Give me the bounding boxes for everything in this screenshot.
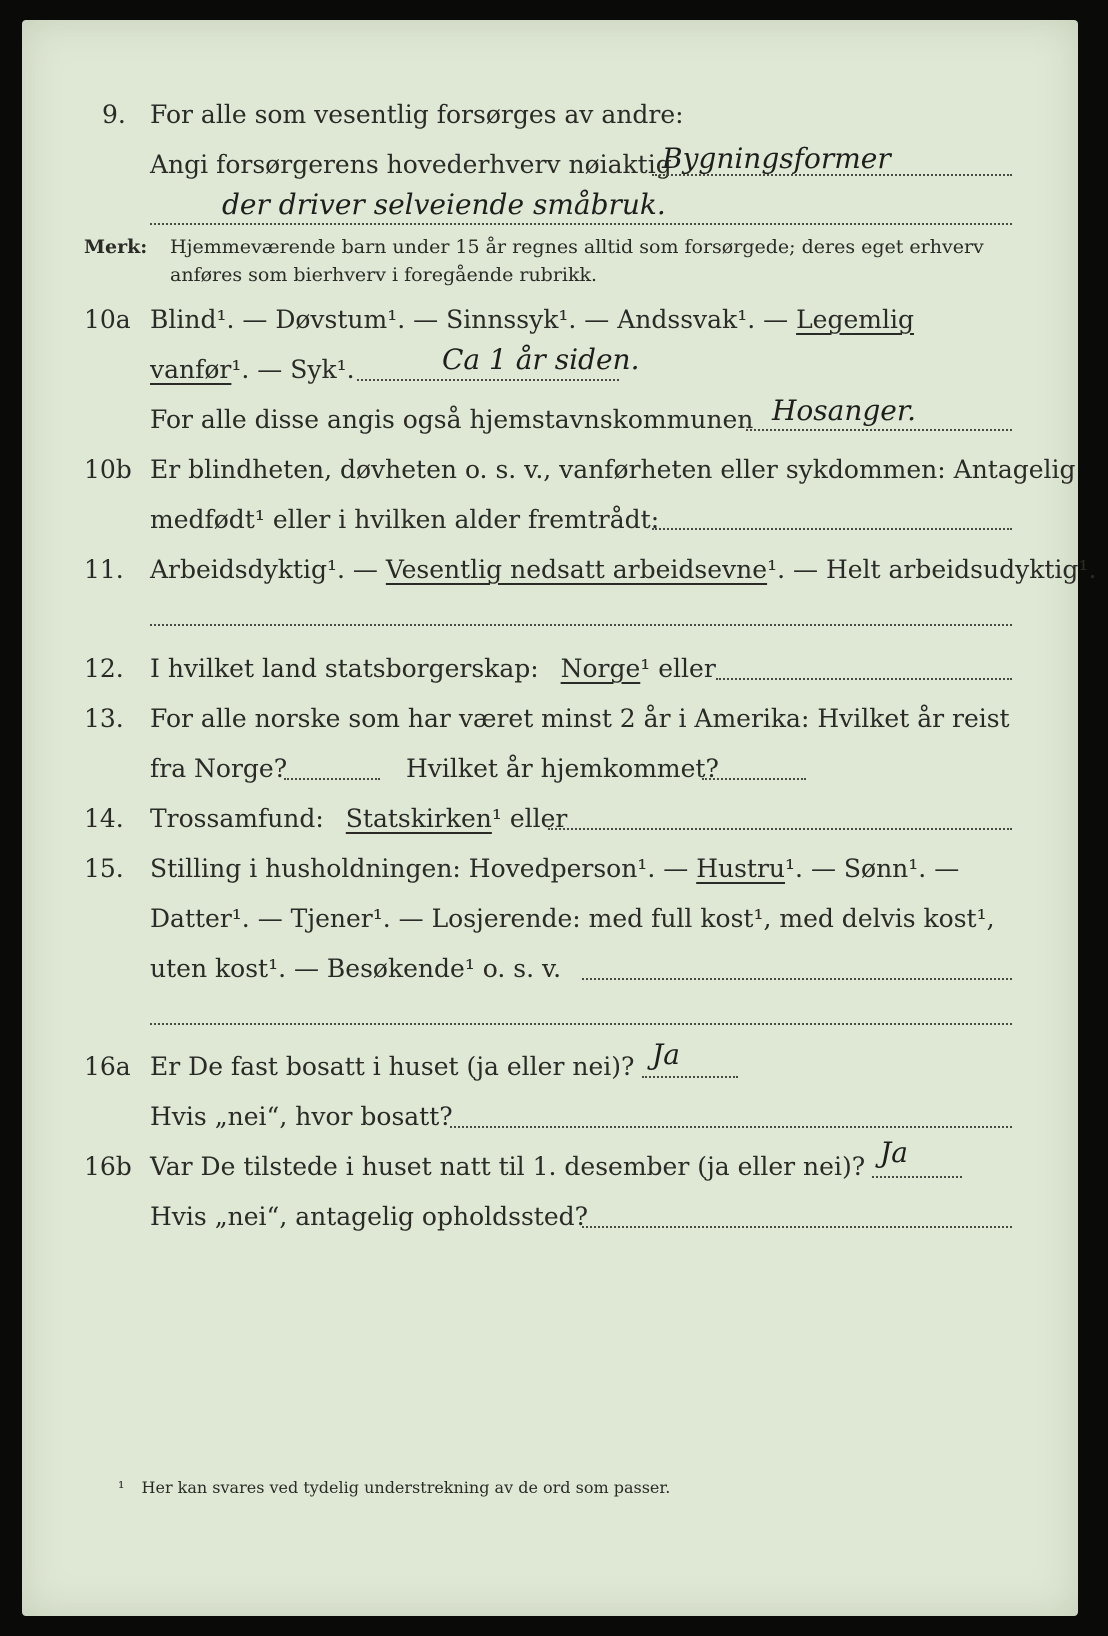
q15-hustru: Hustru xyxy=(696,854,786,883)
q16a-line2: Hvis „nei“, hvor bosatt? xyxy=(150,1102,453,1131)
q9-line1: For alle som vesentlig forsørges av andre: xyxy=(150,100,684,129)
q14-part1: Trossamfund: xyxy=(150,804,324,833)
q10a-answer-kommune[interactable]: Hosanger. xyxy=(772,394,917,427)
q11-part2: Vesentlig nedsatt arbeidsevne xyxy=(385,555,768,584)
q16b-answer[interactable]: Ja xyxy=(880,1136,908,1169)
q11-line xyxy=(150,555,1096,585)
q13-reist-line xyxy=(284,778,380,780)
q10a-answer-syk[interactable]: Ca 1 år siden. xyxy=(442,343,640,376)
q11-number: 11. xyxy=(84,555,124,584)
footnote-mark: ¹ xyxy=(118,1478,125,1497)
q10a-syk: ¹. — Syk¹. xyxy=(231,355,355,384)
q11-answer-line xyxy=(150,624,1012,626)
q10a-line1-text: Blind¹. — Døvstum¹. — Sinnssyk¹. — Andssvak¹. — xyxy=(150,305,789,334)
q16b-opholdssted-line xyxy=(582,1226,1012,1228)
q11-part1: Arbeidsdyktig¹. — xyxy=(150,555,378,584)
q16b-number: 16b xyxy=(84,1152,132,1181)
q12-number: 12. xyxy=(84,654,124,683)
q15-line3: uten kost¹. — Besøkende¹ o. s. v. xyxy=(150,954,562,983)
q10b-line1: Er blindheten, døvheten o. s. v., vanførheten eller sykdommen: Antagelig xyxy=(150,455,1076,484)
q13-line2a: fra Norge? xyxy=(150,754,288,783)
q10a-line3: For alle disse angis også hjemstavnskommunen xyxy=(150,405,754,434)
q14-number: 14. xyxy=(84,804,124,833)
q15-line1c: ¹. — Sønn¹. — xyxy=(785,854,960,883)
census-form-page xyxy=(22,20,1097,1616)
q10a-number: 10a xyxy=(84,305,131,334)
q16a-answer-line xyxy=(642,1076,738,1078)
q14-statskirken: Statskirken xyxy=(345,804,492,833)
q16b-line1: Var De tilstede i huset natt til 1. desember (ja eller nei)? xyxy=(150,1152,866,1181)
merk-line2: anføres som bierhverv i foregående rubrikk. xyxy=(170,264,598,286)
q12-line xyxy=(150,654,716,684)
q15-line1 xyxy=(150,854,959,884)
q13-hjem-line xyxy=(702,778,806,780)
q10b-number: 10b xyxy=(84,455,132,484)
q15-answer-line xyxy=(582,978,1012,980)
q10b-answer-line xyxy=(652,528,1012,530)
q10a-vanfor: vanfør xyxy=(150,355,232,384)
q16b-line2: Hvis „nei“, antagelig opholdssted? xyxy=(150,1202,589,1231)
footnote-text: Her kan svares ved tydelig understrekning av de ord som passer. xyxy=(141,1478,671,1497)
merk-label: Merk: xyxy=(84,236,148,258)
q16a-bosatt-line xyxy=(450,1126,1012,1128)
q10a-line1 xyxy=(150,305,914,335)
q12-part3: ¹ eller xyxy=(640,654,716,683)
q9-answer1[interactable]: Bygningsformer xyxy=(662,142,891,175)
q15-line1a: Stilling i husholdningen: Hovedperson¹. — xyxy=(150,854,689,883)
q14-line xyxy=(150,804,567,834)
q15-number: 15. xyxy=(84,854,124,883)
q10a-syk-line xyxy=(357,379,619,381)
q10a-legemlig: Legemlig xyxy=(796,305,914,334)
q9-answer2[interactable]: der driver selveiende småbruk. xyxy=(222,188,666,221)
q15-line2: Datter¹. — Tjener¹. — Losjerende: med full kost¹, med delvis kost¹, xyxy=(150,904,995,933)
q9-line2: Angi forsørgerens hovederhverv nøiaktig xyxy=(150,150,672,179)
footnote xyxy=(118,1478,670,1497)
q15-extra-line xyxy=(150,1023,1012,1025)
q12-answer-line xyxy=(716,678,1012,680)
q12-norge: Norge xyxy=(560,654,641,683)
q16a-line1: Er De fast bosatt i huset (ja eller nei)? xyxy=(150,1052,635,1081)
q16a-answer[interactable]: Ja xyxy=(652,1038,680,1071)
q10a-line2 xyxy=(150,355,355,385)
q16a-number: 16a xyxy=(84,1052,131,1081)
q14-answer-line xyxy=(548,828,1012,830)
q10a-kommune-line xyxy=(746,429,1012,431)
q13-line1: For alle norske som har været minst 2 år i Amerika: Hvilket år reist xyxy=(150,704,1010,733)
q14-part3: ¹ eller xyxy=(491,804,568,833)
q11-part3: ¹. — Helt arbeidsudyktig¹. xyxy=(767,555,1097,584)
q16b-answer-line xyxy=(872,1176,962,1178)
q9-answer-line2 xyxy=(150,223,1012,225)
q13-line2b: Hvilket år hjemkommet? xyxy=(406,754,719,783)
q10b-line2: medfødt¹ eller i hvilken alder fremtrådt: xyxy=(150,505,660,534)
merk-line1: Hjemmeværende barn under 15 år regnes alltid som forsørgede; deres eget erhverv xyxy=(170,236,984,258)
q13-number: 13. xyxy=(84,704,124,733)
q12-part1: I hvilket land statsborgerskap: xyxy=(150,654,539,683)
q9-number: 9. xyxy=(102,100,126,129)
